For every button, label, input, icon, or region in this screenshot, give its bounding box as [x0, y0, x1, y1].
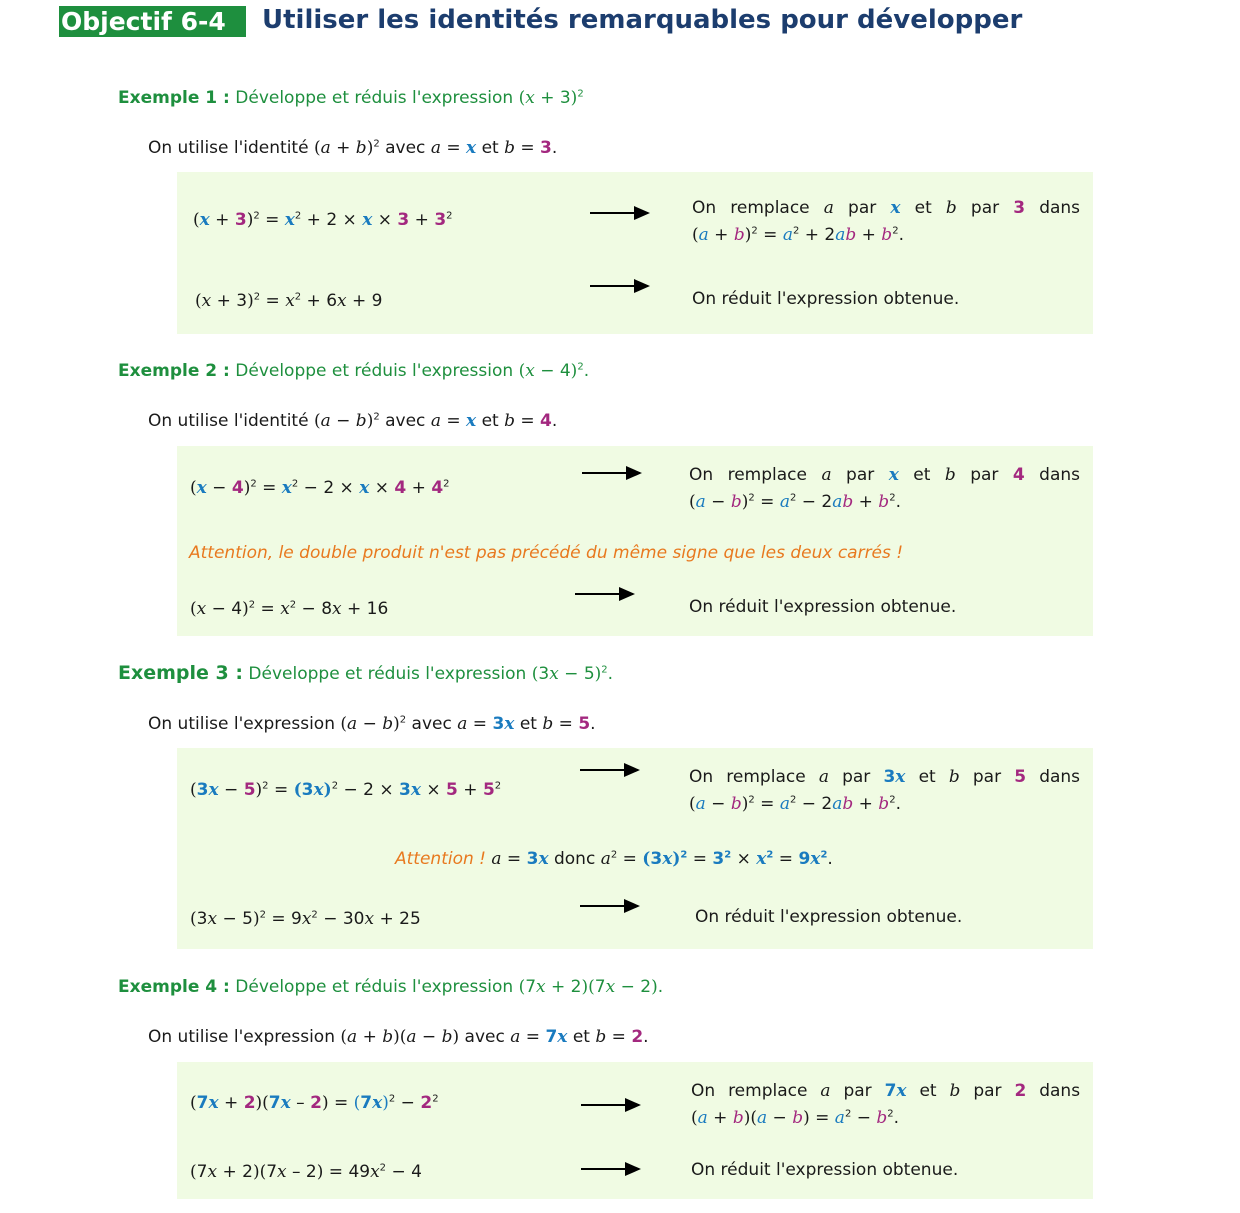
arrow-icon	[580, 905, 638, 907]
example-2-heading: Exemple 2 : Développe et réduis l'expression $(x - 4)^2$.	[118, 361, 590, 381]
example-1-step-1: $(x + 3)^2 = x^2 + 2 \times x \times 3 + 3^2$	[193, 210, 453, 230]
arrow-icon	[582, 472, 640, 474]
example-2-explanation: On remplace a par x et b par 4 dans $(a - b)^2 = a^2 - 2ab + b^2$.	[689, 465, 1080, 512]
example-3-reduce-note: On réduit l'expression obtenue.	[695, 907, 963, 927]
example-3-identity-line: On utilise l'expression $(a - b)^2$ avec a = 3x et b = 5.	[148, 714, 596, 734]
example-4-explanation: On remplace a par 7x et b par 2 dans $(a + b)(a - b) = a^2 - b^2$.	[691, 1081, 1081, 1128]
example-2-step-1: $(x - 4)^2 = x^2 - 2 \times x \times 4 + 4^2$	[190, 478, 450, 498]
example-3-warning: Attention ! a = 3x donc $a^2 = (3x)^2 = 3^2 \times x^2 = 9x^2$.	[395, 849, 833, 869]
example-3-step-2: $(3x - 5)^2 = 9x^2 - 30x + 25$	[190, 909, 421, 929]
example-4-step-2: $(7x + 2)(7x - 2) = 49x^2 - 4$	[190, 1162, 422, 1182]
page-title: Utiliser les identités remarquables pour développer	[262, 5, 1023, 35]
example-3-explanation: On remplace a par 3x et b par 5 dans $(a - b)^2 = a^2 - 2ab + b^2$.	[689, 767, 1081, 814]
example-4-identity-line: On utilise l'expression (a + b)(a − b) avec a = 7x et b = 2.	[148, 1027, 649, 1047]
arrow-icon	[590, 212, 648, 214]
arrow-icon	[581, 1168, 639, 1170]
example-1-explanation: On remplace a par x et b par 3 dans $(a + b)^2 = a^2 + 2ab + b^2$.	[692, 198, 1081, 245]
example-4-step-1: $(7x + 2)(7x - 2) = (7x)^2 - 2^2$	[190, 1093, 439, 1113]
example-4-reduce-note: On réduit l'expression obtenue.	[691, 1160, 959, 1180]
objective-badge: Objectif 6-4	[59, 6, 246, 37]
arrow-icon	[575, 593, 633, 595]
arrow-icon	[590, 285, 648, 287]
arrow-icon	[580, 769, 638, 771]
example-2-step-2: $(x - 4)^2 = x^2 - 8x + 16$	[190, 599, 389, 619]
example-1-heading: Exemple 1 : Développe et réduis l'expression $(x + 3)^2$	[118, 88, 584, 108]
example-1-step-2: $(x + 3)^2 = x^2 + 6x + 9$	[195, 291, 383, 311]
example-2-warning: Attention, le double produit n'est pas précédé du même signe que les deux carrés !	[189, 543, 904, 563]
example-3-step-1: $(3x - 5)^2 = (3x)^2 - 2 \times 3x \times 5 + 5^2$	[190, 780, 502, 800]
arrow-icon	[581, 1104, 639, 1106]
example-2-identity-line: On utilise l'identité $(a - b)^2$ avec a = x et b = 4.	[148, 411, 558, 431]
example-2-reduce-note: On réduit l'expression obtenue.	[689, 597, 957, 617]
example-3-heading: Exemple 3 : Développe et réduis l'expression $(3x - 5)^2$.	[118, 662, 614, 684]
example-4-heading: Exemple 4 : Développe et réduis l'expression (7x + 2)(7x − 2).	[118, 977, 664, 997]
example-1-reduce-note: On réduit l'expression obtenue.	[692, 289, 960, 309]
example-1-identity-line: On utilise l'identité $(a + b)^2$ avec a = x et b = 3.	[148, 138, 558, 158]
